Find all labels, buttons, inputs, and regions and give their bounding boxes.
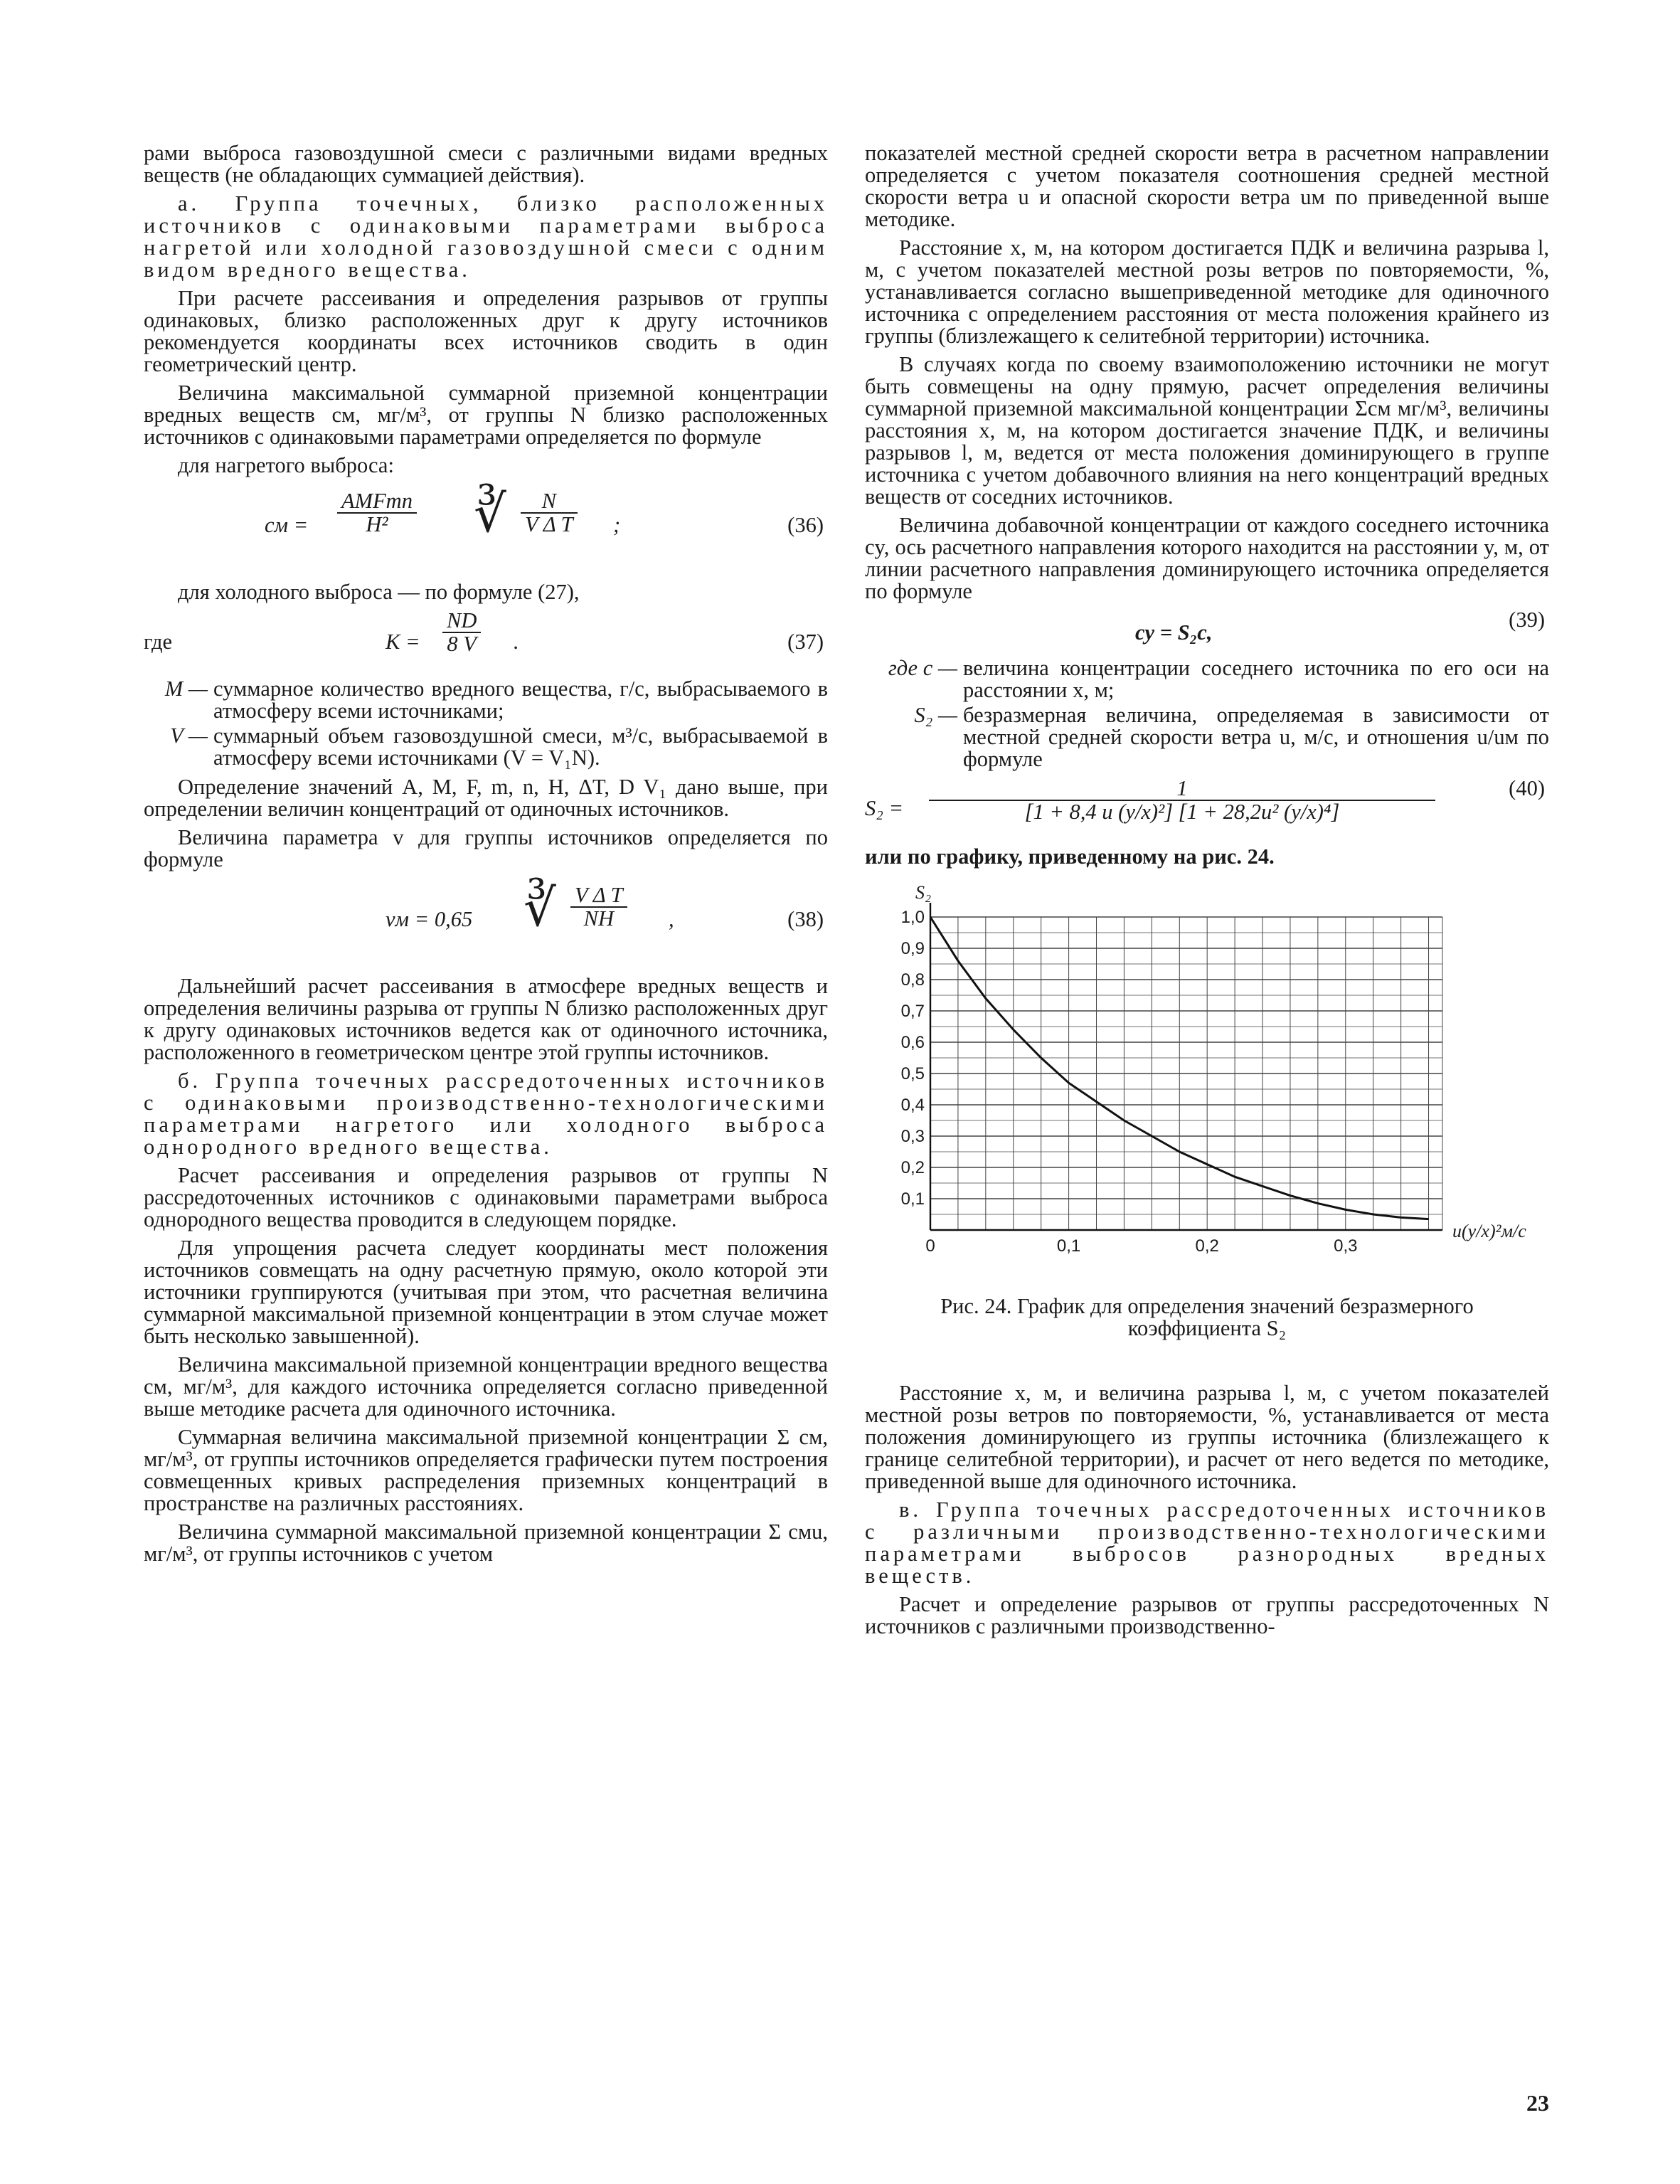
- formula-denominator: 8 V: [447, 632, 477, 656]
- formula-lhs: S₂ =: [865, 796, 904, 820]
- formula-lhs: K =: [386, 630, 420, 654]
- x-tick-label: 0,3: [1334, 1236, 1358, 1256]
- x-tick-label: 0,2: [1195, 1236, 1219, 1256]
- paragraph: Величина суммарной максимальной приземной концентрации Σ cмu, мг/м³, от группы источников с учетом: [144, 1520, 828, 1566]
- paragraph: Расстояние x, м, и величина разрыва l, м, с учетом показателей местной розы ветров по повторяемости, %, устанавливается от места положения доминирующего из группы источника (близлежащего к границе селитебной территории), и расчет от него ведется по методике, приведенной выше для одиночного источника.: [865, 1381, 1549, 1493]
- x-tick-label: 0,1: [1056, 1236, 1081, 1256]
- equation-number: (39): [1509, 608, 1545, 632]
- paragraph: В случаях когда по своему взаимоположению источники не могут быть совмещены на одну прямую, расчет определения величины суммарной приземной максимальной концентрации Σcм мг/м³, величины расстояния x, м, на котором достигается значение ПДК, и величины разрывов l, м, ведется от места положения доминирующего в группе источника с учетом добавочного влияния на него концентраций вредных веществ от соседних источников.: [865, 352, 1549, 509]
- paragraph: Величина параметра v для группы источников определяется по формуле: [144, 825, 828, 871]
- paragraph: Дальнейший расчет рассеивания в атмосфере вредных веществ и определения величины разрыва от группы N близко расположенных друг к другу одинаковых источников ведется как от одиночного источника, расположенного в геометрическом центре этой группы источников.: [144, 974, 828, 1064]
- definition-text: суммарный объем газовоздушной смеси, м³/с, выбрасываемой в атмосферу всеми источниками (V = V₁N).: [213, 723, 828, 770]
- where-label: где: [144, 630, 173, 654]
- definition-symbol: M —: [164, 677, 208, 701]
- y-tick-label: 0,4: [900, 1096, 925, 1115]
- radicand-numerator: N: [521, 490, 578, 514]
- paragraph: для холодного выброса — по формуле (27),: [178, 580, 580, 604]
- paragraph: Расстояние x, м, на котором достигается ПДК и величина разрыва l, м, с учетом показателей местной розы ветров по повторяемости, %, устанавливается согласно вышеприведенной методике для одиночного источника с определением расстояния от места положения крайнего из группы (близлежащего к селитебной территории) источника.: [865, 235, 1549, 348]
- radicand-numerator: V Δ T: [570, 884, 627, 908]
- definition-item: [144, 678, 828, 722]
- formula-36: cм = $\frac{\text{AMFmn}}{\text{H²}}$ ∛ $\frac{N}{\text{V Δ T}}$ ; (36): [265, 486, 824, 543]
- definitions-list: [865, 657, 1549, 770]
- definition-text: безразмерная величина, определяемая в зависимости от местной средней скорости ветра u, м/с, и отношения u/uм по формуле: [963, 703, 1549, 771]
- formula-numerator: 1: [929, 778, 1435, 801]
- definition-text: величина концентрации соседнего источника по его оси на расстоянии x, м;: [963, 656, 1549, 702]
- definition-item: [144, 725, 828, 769]
- section-heading-a: а. Группа точечных, близко расположенных источников с одинаковыми параметрами выброса нагретой или холодной газовоздушной смеси с одним видом вредного вещества.: [144, 191, 828, 282]
- cube-root-sign: ∛: [474, 486, 506, 543]
- radicand-denominator: NH: [583, 906, 615, 931]
- section-heading-c: в. Группа точечных рассредоточенных источников с различными производственно-технологическими параметрами выбросов разнородных вредных веществ.: [865, 1497, 1549, 1588]
- y-tick-label: 0,1: [900, 1189, 925, 1209]
- equation-number: (37): [787, 630, 824, 654]
- definition-item: [865, 704, 1549, 770]
- formula-fraction: [442, 610, 481, 655]
- radicand-fraction: [521, 490, 578, 536]
- left-column: [144, 142, 828, 1571]
- chart-svg: [865, 874, 1549, 1287]
- formula-numerator: ND: [442, 610, 481, 633]
- equation-number: (36): [787, 513, 824, 537]
- y-tick-label: 0,8: [900, 970, 925, 990]
- y-tick-label: 0,3: [900, 1127, 925, 1146]
- y-tick-label: 0,7: [900, 1002, 925, 1021]
- definitions-list: [144, 678, 828, 769]
- paragraph: рами выброса газовоздушной смеси с различными видами вредных веществ (не обладающих суммацией действия).: [144, 141, 828, 187]
- formula-40: [865, 778, 1549, 842]
- paragraph: Величина максимальной приземной концентрации вредного вещества cм, мг/м³, для каждого источника определяется согласно приведенной выше методике расчета для одиночного источника.: [144, 1352, 828, 1421]
- formula-37: где K = $\frac{ND}{8 V}$ . (37): [144, 608, 824, 656]
- section-heading-b: б. Группа точечных рассредоточенных источников с одинаковыми производственно-технологическими параметрами нагретого или холодного выброса однородного вредного вещества.: [144, 1069, 828, 1159]
- paragraph: для нагретого выброса:: [178, 453, 394, 477]
- definition-item: [865, 657, 1549, 701]
- paragraph: Для упрощения расчета следует координаты мест положения источников совмещать на одну расчетную прямую, около которой эти источники группируются (учитывая при этом, что расчетная величина суммарной максимальной приземной концентрации в этом случае может быть несколько завышенной).: [144, 1236, 828, 1348]
- paragraph: Величина добавочной концентрации от каждого соседнего источника cy, ось расчетного направления которого находится на расстоянии y, м, от линии расчетного направления доминирующего источника определяется по формуле: [865, 513, 1549, 603]
- paragraph: показателей местной средней скорости ветра в расчетном направлении определяется с учетом показателя соотношения средней местной скорости ветра u и опасной скорости ветра uм по приведенной выше методике.: [865, 141, 1549, 231]
- radicand-denominator: V Δ T: [525, 512, 573, 536]
- equation-number: (40): [1509, 776, 1545, 800]
- right-column: [865, 142, 1549, 1644]
- definition-symbol: где c —: [888, 656, 957, 680]
- radicand-fraction: [570, 884, 627, 930]
- y-tick-label: 0,5: [900, 1064, 925, 1083]
- formula-lhs: cм =: [265, 513, 309, 537]
- definition-symbol: S₂ —: [914, 703, 957, 727]
- figure-caption: Рис. 24. График для определения значений безразмерного коэффициента S₂: [940, 1294, 1474, 1340]
- y-tick-label: 0,9: [900, 939, 925, 958]
- paragraph: Определение значений A, M, F, m, n, H, ΔT, D V₁ дано выше, при определении величин концентраций от одиночных источников.: [144, 775, 828, 821]
- x-axis-label: u(y/x)²м/с: [1452, 1221, 1526, 1241]
- formula-expression: cy = S₂c,: [1135, 620, 1213, 645]
- paragraph: Суммарная величина максимальной приземной концентрации Σ cм, мг/м³, от группы источников определяется графически путем построения совмещенных кривых распределения приземных концентраций в пространстве на различных расстояниях.: [144, 1425, 828, 1515]
- y-tick-label: 0,6: [900, 1033, 925, 1052]
- y-tick-label: 1,0: [900, 908, 925, 927]
- x-tick-label: 0: [925, 1236, 935, 1256]
- page-number: 23: [1526, 2090, 1549, 2116]
- paragraph: Расчет рассеивания и определения разрывов от группы N рассредоточенных источников с одинаковыми параметрами выброса однородного вещества проводится в следующем порядке.: [144, 1163, 828, 1231]
- figure-24-chart: [865, 874, 1549, 1287]
- paragraph: или по графику, приведенному на рис. 24.: [865, 844, 1275, 869]
- equation-number: (38): [787, 907, 824, 931]
- formula-denominator: H²: [366, 512, 388, 536]
- formula-fraction: [337, 490, 417, 536]
- y-axis-label: S₂: [915, 882, 932, 903]
- paragraph: Расчет и определение разрывов от группы рассредоточенных N источников с различными производственно-: [865, 1592, 1549, 1638]
- paragraph: Величина максимальной суммарной приземной концентрации вредных веществ cм, мг/м³, от группы N близко расположенных источников с одинаковыми параметрами определяется по формуле: [144, 381, 828, 449]
- formula-numerator: AMFmn: [337, 490, 417, 514]
- formula-fraction: [929, 778, 1435, 823]
- definition-text: суммарное количество вредного вещества, г/с, выбрасываемого в атмосферу всеми источниками;: [213, 677, 828, 723]
- formula-38: vм = 0,65 ∛ $\frac{\text{V Δ T}}{NH}$ , (38): [386, 880, 824, 937]
- paragraph: При расчете рассеивания и определения разрывов от группы одинаковых, близко расположенных друг к другу источников рекомендуется координаты всех источников сводить в один геометрический центр.: [144, 286, 828, 376]
- formula-denominator: [1 + 8,4 u (y/x)²] [1 + 28,2u² (y/x)⁴]: [1024, 800, 1340, 824]
- cube-root-sign: ∛: [523, 880, 556, 937]
- y-tick-label: 0,2: [900, 1158, 925, 1177]
- formula-lhs: vм = 0,65: [386, 907, 473, 931]
- definition-symbol: V —: [170, 723, 208, 748]
- formula-39: [865, 609, 1549, 653]
